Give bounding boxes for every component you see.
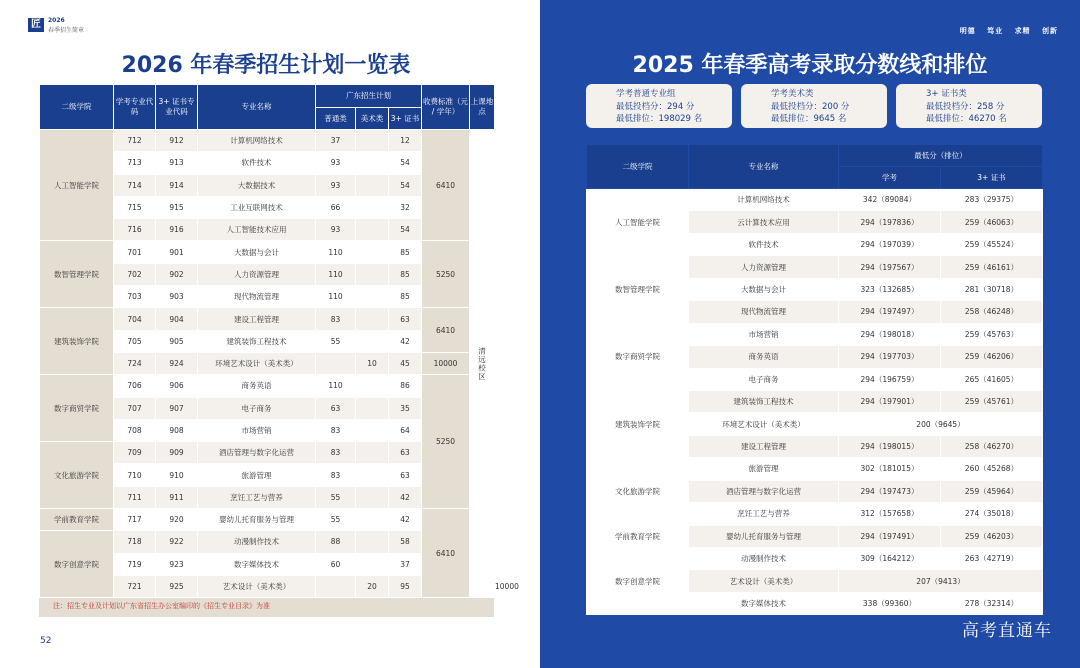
plan-normal-cell: 93 bbox=[316, 219, 356, 241]
card-rank: 最低排位：9645 名 bbox=[771, 114, 847, 124]
card-score: 最低投档分：258 分 bbox=[926, 101, 1005, 112]
college-cell: 数字商贸学院 bbox=[587, 323, 689, 390]
major-cell: 烹饪工艺与营养 bbox=[689, 503, 839, 525]
major-cell: 酒店管理与数字化运营 bbox=[198, 442, 316, 464]
header-college: 二级学院 bbox=[587, 145, 689, 189]
major-cell: 大数据与会计 bbox=[198, 241, 316, 263]
plan-cert-cell: 85 bbox=[389, 286, 422, 308]
card-rank: 最低排位：198029 名 bbox=[616, 114, 703, 124]
plan-cert-cell: 54 bbox=[389, 152, 422, 174]
cert-code-cell: 923 bbox=[156, 553, 198, 575]
plan-normal-cell: 83 bbox=[316, 464, 356, 486]
cert-code-cell: 915 bbox=[156, 196, 198, 218]
plan-art-cell bbox=[356, 196, 389, 218]
xk-score-cell: 312（157658） bbox=[839, 503, 941, 525]
card-rank: 最低排位：46270 名 bbox=[926, 114, 1007, 124]
plan-cert-cell: 42 bbox=[389, 330, 422, 352]
plan-normal-cell: 63 bbox=[316, 397, 356, 419]
major-cell: 动漫制作技术 bbox=[198, 531, 316, 553]
cert-score-cell: 283（29375） bbox=[941, 189, 1043, 211]
plan-cert-cell: 85 bbox=[389, 263, 422, 285]
plan-cert-cell: 63 bbox=[389, 308, 422, 330]
xk-code-cell: 718 bbox=[114, 531, 156, 553]
college-cell: 数字创意学院 bbox=[587, 548, 689, 615]
plan-cert-cell: 63 bbox=[389, 464, 422, 486]
major-cell: 市场营销 bbox=[198, 419, 316, 441]
motto-item: 明德 bbox=[959, 27, 976, 35]
header-college: 二级学院 bbox=[40, 85, 114, 130]
major-cell: 大数据技术 bbox=[198, 174, 316, 196]
xk-score-cell: 342（89084） bbox=[839, 189, 941, 211]
major-cell: 酒店管理与数字化运营 bbox=[689, 480, 839, 502]
plan-normal-cell: 93 bbox=[316, 174, 356, 196]
xk-code-cell: 709 bbox=[114, 442, 156, 464]
plan-normal-cell: 110 bbox=[316, 263, 356, 285]
xk-code-cell: 708 bbox=[114, 419, 156, 441]
plan-cert-cell: 37 bbox=[389, 553, 422, 575]
motto-item: 创新 bbox=[1042, 27, 1058, 35]
table-row bbox=[40, 509, 495, 531]
table-row bbox=[40, 130, 495, 152]
plan-art-cell bbox=[356, 464, 389, 486]
major-cell: 婴幼儿托育服务与管理 bbox=[198, 509, 316, 531]
cert-code-cell: 925 bbox=[156, 575, 198, 597]
table-row bbox=[40, 308, 495, 330]
xk-score-cell: 294（197901） bbox=[839, 390, 941, 412]
page-title-right: 2025 年春季高考录取分数线和排位 bbox=[632, 53, 988, 78]
college-cell: 文化旅游学院 bbox=[40, 442, 114, 509]
cert-code-cell: 913 bbox=[156, 152, 198, 174]
plan-art-cell bbox=[356, 152, 389, 174]
motto-item: 笃业 bbox=[987, 27, 1004, 35]
xk-code-cell: 711 bbox=[114, 486, 156, 508]
header-plan: 广东招生计划 bbox=[316, 85, 422, 108]
page-title-left: 2026 年春季招生计划一览表 bbox=[121, 53, 411, 78]
plan-normal-cell: 83 bbox=[316, 442, 356, 464]
plan-normal-cell: 93 bbox=[316, 152, 356, 174]
fee-cell: 10000 bbox=[422, 352, 470, 374]
major-cell: 婴幼儿托育服务与管理 bbox=[689, 525, 839, 547]
major-cell: 环境艺术设计（美术类） bbox=[198, 352, 316, 374]
plan-cert-cell: 58 bbox=[389, 531, 422, 553]
plan-art-cell bbox=[356, 130, 389, 152]
plan-art-cell bbox=[356, 330, 389, 352]
major-cell: 商务英语 bbox=[198, 375, 316, 397]
cert-score-cell: 265（41605） bbox=[941, 368, 1043, 390]
major-cell: 云计算技术应用 bbox=[689, 211, 839, 233]
xk-score-cell: 302（181015） bbox=[839, 458, 941, 480]
xk-code-cell: 703 bbox=[114, 286, 156, 308]
plan-art-cell bbox=[356, 263, 389, 285]
card-title: 3+ 证书类 bbox=[926, 89, 967, 99]
cert-code-cell: 908 bbox=[156, 419, 198, 441]
header-plan-art: 美术类 bbox=[356, 108, 389, 130]
plan-cert-cell: 45 bbox=[389, 352, 422, 374]
plan-cert-cell: 64 bbox=[389, 419, 422, 441]
plan-art-cell bbox=[356, 241, 389, 263]
college-cell: 学前教育学院 bbox=[587, 525, 689, 547]
cert-score-cell: 260（45268） bbox=[941, 458, 1043, 480]
card-score: 最低投档分：200 分 bbox=[771, 101, 850, 112]
plan-cert-cell: 35 bbox=[389, 397, 422, 419]
summary-card-art bbox=[741, 84, 887, 128]
header-major: 专业名称 bbox=[198, 85, 316, 130]
table-row bbox=[40, 375, 495, 397]
cert-code-cell: 916 bbox=[156, 219, 198, 241]
major-cell: 建设工程管理 bbox=[198, 308, 316, 330]
college-cell: 文化旅游学院 bbox=[587, 458, 689, 525]
major-cell: 现代物流管理 bbox=[198, 286, 316, 308]
xk-score-cell: 294（197567） bbox=[839, 256, 941, 278]
xk-score-cell: 338（99360） bbox=[839, 592, 941, 614]
xk-code-cell: 716 bbox=[114, 219, 156, 241]
plan-normal-cell: 37 bbox=[316, 130, 356, 152]
cert-score-cell: 258（46248） bbox=[941, 301, 1043, 323]
xk-code-cell: 705 bbox=[114, 330, 156, 352]
plan-art-cell bbox=[356, 308, 389, 330]
table-row bbox=[40, 241, 495, 263]
fee-cell: 6410 bbox=[422, 509, 470, 598]
brand-logo-icon: 匠 bbox=[28, 18, 44, 32]
plan-art-cell bbox=[356, 375, 389, 397]
header-plan-normal: 普通类 bbox=[316, 108, 356, 130]
xk-code-cell: 715 bbox=[114, 196, 156, 218]
cert-code-cell: 901 bbox=[156, 241, 198, 263]
xk-code-cell: 712 bbox=[114, 130, 156, 152]
plan-art-cell bbox=[356, 397, 389, 419]
plan-cert-cell: 54 bbox=[389, 219, 422, 241]
brand-year: 2026 bbox=[48, 17, 65, 24]
plan-art-cell bbox=[356, 553, 389, 575]
xk-code-cell: 719 bbox=[114, 553, 156, 575]
fee-cell: 5250 bbox=[422, 241, 470, 308]
major-cell: 商务英语 bbox=[689, 346, 839, 368]
plan-normal-cell bbox=[316, 352, 356, 374]
major-cell: 软件技术 bbox=[198, 152, 316, 174]
enrollment-plan-table bbox=[39, 84, 495, 598]
major-cell: 电子商务 bbox=[198, 397, 316, 419]
xk-score-cell: 323（132685） bbox=[839, 278, 941, 300]
plan-art-cell bbox=[356, 486, 389, 508]
cert-code-cell: 907 bbox=[156, 397, 198, 419]
header-cert-code: 3+ 证书专业代码 bbox=[156, 85, 198, 130]
major-cell: 计算机网络技术 bbox=[198, 130, 316, 152]
score-cell: 200（9645） bbox=[839, 413, 1043, 435]
plan-normal-cell: 55 bbox=[316, 509, 356, 531]
plan-cert-cell: 42 bbox=[389, 509, 422, 531]
fee-cell: 5250 bbox=[422, 375, 470, 509]
major-cell: 人工智能技术应用 bbox=[198, 219, 316, 241]
college-cell: 建筑装饰学院 bbox=[40, 308, 114, 375]
cert-score-cell: 259（46206） bbox=[941, 346, 1043, 368]
plan-normal-cell: 110 bbox=[316, 241, 356, 263]
xk-code-cell: 702 bbox=[114, 263, 156, 285]
plan-art-cell: 20 bbox=[356, 575, 389, 597]
major-cell: 旅游管理 bbox=[689, 458, 839, 480]
college-cell: 人工智能学院 bbox=[40, 130, 114, 241]
plan-art-cell bbox=[356, 419, 389, 441]
plan-art-cell bbox=[356, 442, 389, 464]
score-cell: 207（9413） bbox=[839, 570, 1043, 592]
major-cell: 建筑装饰工程技术 bbox=[198, 330, 316, 352]
plan-cert-cell: 42 bbox=[389, 486, 422, 508]
college-cell: 数字商贸学院 bbox=[40, 375, 114, 442]
major-cell: 人力资源管理 bbox=[689, 256, 839, 278]
header-major: 专业名称 bbox=[689, 145, 839, 189]
xk-score-cell: 309（164212） bbox=[839, 548, 941, 570]
major-cell: 建设工程管理 bbox=[689, 435, 839, 457]
xk-score-cell: 294（197703） bbox=[839, 346, 941, 368]
cert-code-cell: 910 bbox=[156, 464, 198, 486]
plan-cert-cell: 95 bbox=[389, 575, 422, 597]
major-cell: 工业互联网技术 bbox=[198, 196, 316, 218]
plan-normal-cell: 66 bbox=[316, 196, 356, 218]
college-cell: 数字创意学院 bbox=[40, 531, 114, 598]
xk-code-cell: 707 bbox=[114, 397, 156, 419]
major-cell: 市场营销 bbox=[689, 323, 839, 345]
table-row bbox=[587, 256, 1043, 278]
xk-code-cell: 717 bbox=[114, 509, 156, 531]
cert-code-cell: 922 bbox=[156, 531, 198, 553]
plan-cert-cell: 54 bbox=[389, 174, 422, 196]
summary-card-cert bbox=[896, 84, 1042, 128]
cert-score-cell: 259（45763） bbox=[941, 323, 1043, 345]
xk-score-cell: 294（197473） bbox=[839, 480, 941, 502]
major-cell: 动漫制作技术 bbox=[689, 548, 839, 570]
plan-art-cell bbox=[356, 531, 389, 553]
cert-code-cell: 904 bbox=[156, 308, 198, 330]
major-cell: 大数据与会计 bbox=[689, 278, 839, 300]
card-score: 最低投档分：294 分 bbox=[616, 101, 695, 112]
plan-normal-cell: 88 bbox=[316, 531, 356, 553]
xk-code-cell: 713 bbox=[114, 152, 156, 174]
major-cell: 艺术设计（美术类） bbox=[198, 575, 316, 597]
plan-normal-cell: 55 bbox=[316, 330, 356, 352]
cert-code-cell: 906 bbox=[156, 375, 198, 397]
header-xk: 学考 bbox=[839, 167, 941, 189]
xk-code-cell: 724 bbox=[114, 352, 156, 374]
major-cell: 艺术设计（美术类） bbox=[689, 570, 839, 592]
table-row bbox=[587, 390, 1043, 412]
header-cert: 3+ 证书 bbox=[941, 167, 1043, 189]
plan-cert-cell: 86 bbox=[389, 375, 422, 397]
major-cell: 环境艺术设计（美术类） bbox=[689, 413, 839, 435]
footnote: 注：招生专业及计划以广东省招生办公室编印的《招生专业目录》为准 bbox=[39, 595, 494, 617]
college-cell: 建筑装饰学院 bbox=[587, 390, 689, 457]
plan-art-cell bbox=[356, 174, 389, 196]
plan-art-cell bbox=[356, 286, 389, 308]
motto-item: 求精 bbox=[1014, 27, 1031, 35]
plan-normal-cell: 83 bbox=[316, 419, 356, 441]
xk-score-cell: 294（197836） bbox=[839, 211, 941, 233]
xk-code-cell: 714 bbox=[114, 174, 156, 196]
cert-score-cell: 259（46063） bbox=[941, 211, 1043, 233]
motto-nav bbox=[952, 26, 1058, 36]
watermark: 高考直通车 bbox=[962, 621, 1052, 641]
college-cell: 人工智能学院 bbox=[587, 189, 689, 256]
xk-code-cell: 721 bbox=[114, 575, 156, 597]
campus-cell: 清远校区 bbox=[470, 130, 495, 598]
major-cell: 计算机网络技术 bbox=[689, 189, 839, 211]
plan-normal-cell bbox=[316, 575, 356, 597]
cert-code-cell: 909 bbox=[156, 442, 198, 464]
major-cell: 建筑装饰工程技术 bbox=[689, 390, 839, 412]
cert-score-cell: 278（32314） bbox=[941, 592, 1043, 614]
plan-cert-cell: 85 bbox=[389, 241, 422, 263]
table-row bbox=[587, 189, 1043, 211]
table-row bbox=[587, 323, 1043, 345]
major-cell: 软件技术 bbox=[689, 233, 839, 255]
plan-normal-cell: 83 bbox=[316, 308, 356, 330]
table-row bbox=[587, 548, 1043, 570]
xk-score-cell: 294（198018） bbox=[839, 323, 941, 345]
plan-cert-cell: 12 bbox=[389, 130, 422, 152]
major-cell: 烹饪工艺与营养 bbox=[198, 486, 316, 508]
cert-score-cell: 259（46161） bbox=[941, 256, 1043, 278]
xk-code-cell: 706 bbox=[114, 375, 156, 397]
cert-code-cell: 911 bbox=[156, 486, 198, 508]
fee-cell: 6410 bbox=[422, 130, 470, 241]
cert-score-cell: 281（30718） bbox=[941, 278, 1043, 300]
college-cell: 数智管理学院 bbox=[40, 241, 114, 308]
xk-score-cell: 294（196759） bbox=[839, 368, 941, 390]
card-title: 学考普通专业组 bbox=[616, 89, 676, 99]
plan-normal-cell: 55 bbox=[316, 486, 356, 508]
brand-subtitle: 春季招生简章 bbox=[48, 27, 85, 34]
xk-code-cell: 701 bbox=[114, 241, 156, 263]
college-cell: 数智管理学院 bbox=[587, 256, 689, 323]
major-cell: 旅游管理 bbox=[198, 464, 316, 486]
card-title: 学考美术类 bbox=[771, 89, 814, 99]
xk-code-cell: 710 bbox=[114, 464, 156, 486]
plan-cert-cell: 32 bbox=[389, 196, 422, 218]
summary-card-xk bbox=[586, 84, 732, 128]
plan-art-cell bbox=[356, 219, 389, 241]
major-cell: 人力资源管理 bbox=[198, 263, 316, 285]
cert-score-cell: 258（46270） bbox=[941, 435, 1043, 457]
header-fee: 收费标准（元 / 学年） bbox=[422, 85, 470, 130]
xk-score-cell: 294（197039） bbox=[839, 233, 941, 255]
fee-cell: 6410 bbox=[422, 308, 470, 353]
xk-score-cell: 294（198015） bbox=[839, 435, 941, 457]
plan-art-cell bbox=[356, 509, 389, 531]
plan-art-cell: 10 bbox=[356, 352, 389, 374]
college-cell: 学前教育学院 bbox=[40, 509, 114, 531]
cert-score-cell: 259（45761） bbox=[941, 390, 1043, 412]
header-plan-cert: 3+ 证书 bbox=[389, 108, 422, 130]
cert-score-cell: 263（42719） bbox=[941, 548, 1043, 570]
cert-code-cell: 905 bbox=[156, 330, 198, 352]
major-cell: 电子商务 bbox=[689, 368, 839, 390]
plan-normal-cell: 110 bbox=[316, 286, 356, 308]
page-number: 52 bbox=[40, 636, 52, 646]
cert-score-cell: 259（45964） bbox=[941, 480, 1043, 502]
cert-code-cell: 914 bbox=[156, 174, 198, 196]
plan-normal-cell: 60 bbox=[316, 553, 356, 575]
table-row bbox=[587, 458, 1043, 480]
cert-code-cell: 912 bbox=[156, 130, 198, 152]
major-cell: 数字媒体技术 bbox=[689, 592, 839, 614]
table-row bbox=[587, 525, 1043, 547]
cert-score-cell: 259（46203） bbox=[941, 525, 1043, 547]
admission-score-table bbox=[586, 144, 1043, 615]
cert-score-cell: 259（45524） bbox=[941, 233, 1043, 255]
plan-cert-cell: 63 bbox=[389, 442, 422, 464]
cert-code-cell: 902 bbox=[156, 263, 198, 285]
header-xk-code: 学考专业代码 bbox=[114, 85, 156, 130]
header-min-score: 最低分（排位） bbox=[839, 145, 1043, 167]
cert-code-cell: 924 bbox=[156, 352, 198, 374]
plan-normal-cell: 110 bbox=[316, 375, 356, 397]
major-cell: 数字媒体技术 bbox=[198, 553, 316, 575]
xk-score-cell: 294（197491） bbox=[839, 525, 941, 547]
cert-score-cell: 274（35018） bbox=[941, 503, 1043, 525]
header-campus: 上课地点 bbox=[470, 85, 495, 130]
xk-score-cell: 294（197497） bbox=[839, 301, 941, 323]
major-cell: 现代物流管理 bbox=[689, 301, 839, 323]
cert-code-cell: 920 bbox=[156, 509, 198, 531]
cert-code-cell: 903 bbox=[156, 286, 198, 308]
xk-code-cell: 704 bbox=[114, 308, 156, 330]
